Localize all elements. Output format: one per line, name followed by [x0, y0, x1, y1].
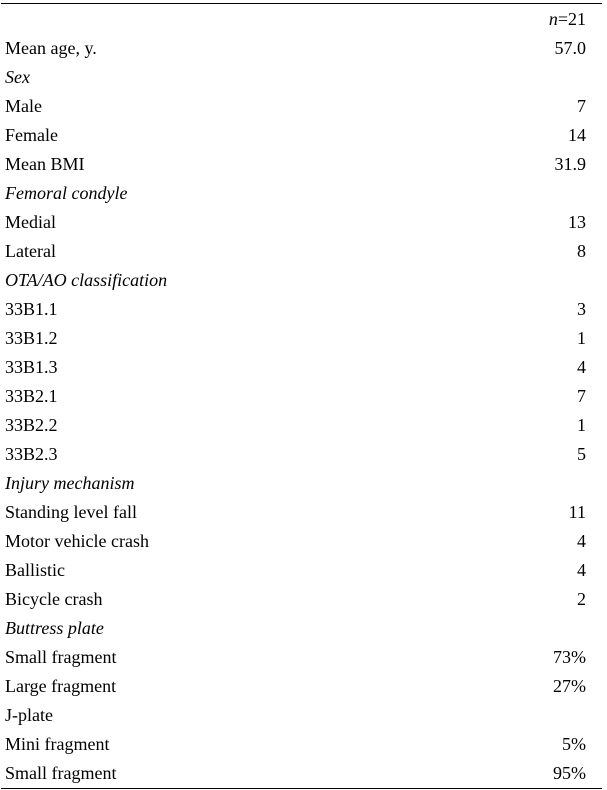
row-value: 3 [577, 299, 586, 319]
row-label: 33B2.1 [5, 386, 58, 406]
row-value: 1 [577, 415, 586, 435]
section-header-row [1, 469, 602, 498]
table-row [1, 701, 602, 730]
row-label: 33B1.1 [5, 299, 58, 319]
table-row [1, 440, 602, 469]
row-value: 5% [562, 734, 586, 754]
row-label: J-plate [5, 705, 53, 725]
header-n-cell [456, 4, 602, 34]
row-value [456, 469, 602, 498]
table-row [1, 585, 602, 614]
table-row [1, 498, 602, 527]
data-table [1, 4, 602, 788]
row-label: Male [5, 96, 42, 116]
row-value: 31.9 [554, 154, 586, 174]
table-row [1, 730, 602, 759]
row-label: 33B1.3 [5, 357, 58, 377]
section-header-row [1, 614, 602, 643]
row-label: Standing level fall [5, 502, 137, 522]
table-row [1, 672, 602, 701]
table-row [1, 237, 602, 266]
table-row [1, 353, 602, 382]
row-value: 13 [568, 212, 586, 232]
row-label: Small fragment [5, 647, 117, 667]
table-row [1, 208, 602, 237]
table-row [1, 34, 602, 63]
row-label: OTA/AO classification [5, 270, 168, 290]
row-value: 7 [577, 386, 586, 406]
row-label: 33B2.3 [5, 444, 58, 464]
row-label: Large fragment [5, 676, 117, 696]
table-row [1, 411, 602, 440]
row-value [456, 614, 602, 643]
row-value: 14 [568, 125, 586, 145]
row-value: 11 [568, 502, 586, 522]
table-row [1, 759, 602, 788]
table-row [1, 295, 602, 324]
section-header-row [1, 63, 602, 92]
table-row [1, 92, 602, 121]
header-label-cell [1, 4, 456, 34]
row-label: Injury mechanism [5, 473, 135, 493]
row-label: Ballistic [5, 560, 65, 580]
row-value: 5 [577, 444, 586, 464]
table-row [1, 150, 602, 179]
table-row [1, 643, 602, 672]
row-value: 4 [577, 531, 586, 551]
row-value: 1 [577, 328, 586, 348]
row-value [456, 179, 602, 208]
row-label: Buttress plate [5, 618, 104, 638]
row-label: Female [5, 125, 58, 145]
n-symbol: n [548, 8, 558, 29]
row-value [456, 63, 602, 92]
table-row [1, 324, 602, 353]
row-value: 95% [553, 763, 586, 783]
row-label: Mean age, y. [5, 38, 97, 58]
table-header-row [1, 4, 602, 34]
row-value: 8 [577, 241, 586, 261]
row-label: Mini fragment [5, 734, 110, 754]
table-row [1, 527, 602, 556]
row-value: 4 [577, 357, 586, 377]
n-value: =21 [557, 8, 586, 29]
table-row [1, 382, 602, 411]
section-header-row [1, 179, 602, 208]
row-label: 33B1.2 [5, 328, 58, 348]
row-value [456, 701, 602, 730]
row-label: Sex [5, 67, 30, 87]
row-value: 4 [577, 560, 586, 580]
table-body [1, 4, 602, 788]
section-header-row [1, 266, 602, 295]
row-label: Bicycle crash [5, 589, 103, 609]
row-label: Small fragment [5, 763, 117, 783]
demographics-table [1, 3, 602, 789]
row-label: Lateral [5, 241, 56, 261]
row-label: Mean BMI [5, 154, 85, 174]
row-value: 7 [577, 96, 586, 116]
table-row [1, 556, 602, 585]
row-value [456, 266, 602, 295]
row-label: 33B2.2 [5, 415, 58, 435]
row-value: 2 [577, 589, 586, 609]
row-value: 27% [553, 676, 586, 696]
row-value: 57.0 [554, 38, 586, 58]
row-label: Medial [5, 212, 56, 232]
table-row [1, 121, 602, 150]
row-value: 73% [553, 647, 586, 667]
row-label: Femoral condyle [5, 183, 128, 203]
row-label: Motor vehicle crash [5, 531, 149, 551]
